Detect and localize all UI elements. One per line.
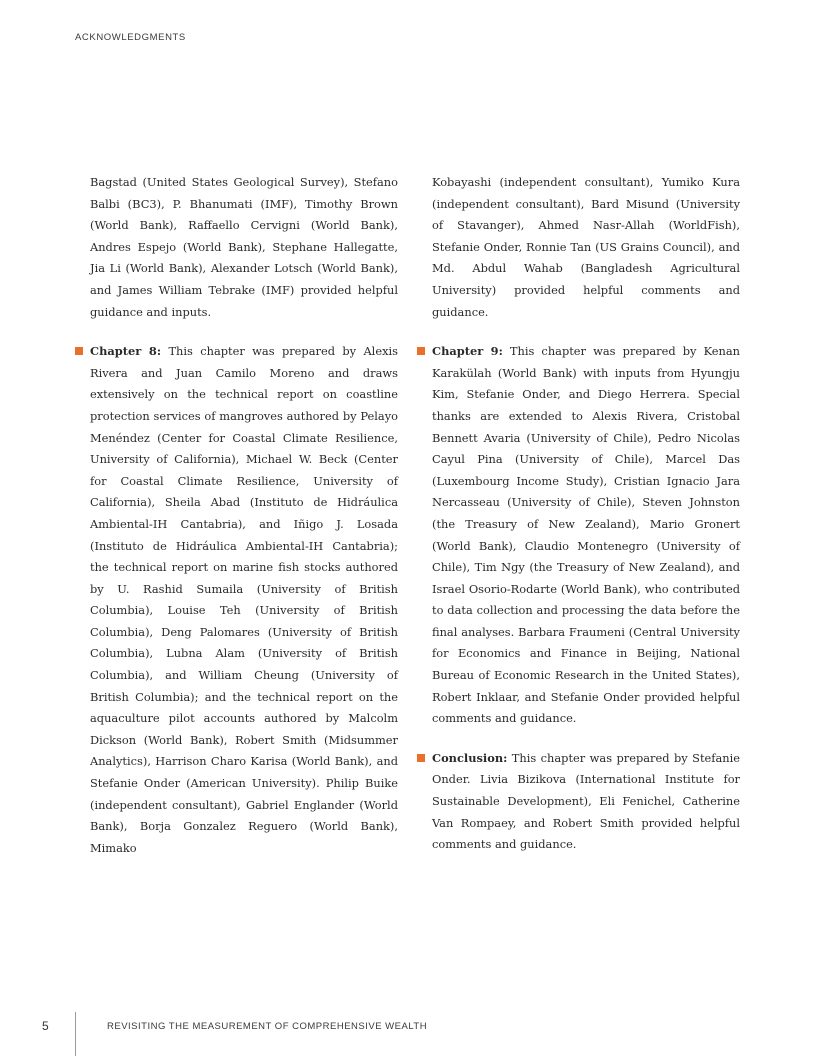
conclusion-label: Conclusion: <box>432 750 508 765</box>
chapter-8-label: Chapter 8: <box>90 344 162 359</box>
footer-book-title: REVISITING THE MEASUREMENT OF COMPREHENSIVE WEALTH <box>107 1021 428 1032</box>
page-number: 5 <box>42 1019 49 1033</box>
conclusion-text: This chapter was prepared by Stefanie Onder. Livia Bizikova (International Institute for Sustainable Development), Eli Fenichel, Catherine Van Rompaey, and Robert Smith provided helpful comments and guidance. <box>432 750 740 852</box>
right-column <box>432 172 740 874</box>
orange-square-bullet-icon <box>75 347 83 355</box>
chapter-8-paragraph <box>90 341 398 859</box>
chapter-8-text: This chapter was prepared by Alexis Rivera and Juan Camilo Moreno and draws extensively on the technical report on coastline protection services of mangroves authored by Pelayo Menéndez (Center for Coastal Climate Resilience, University of California), Michael W. Beck (Center for Coastal Climate Resilience, University of California), Sheila Abad (Instituto de Hidráulica Ambiental-IH Cantabria), and Iñigo J. Losada (Instituto de Hidráulica Ambiental-IH Cantabria); the technical report on marine fish stocks authored by U. Rashid Sumaila (University of British Columbia), Louise Teh (University of British Columbia), Deng Palomares (University of British Columbia), Lubna Alam (University of British Columbia), and William Cheung (University of British Columbia); and the technical report on the aquaculture pilot accounts authored by Malcolm Dickson (World Bank), Robert Smith (Midsummer Analytics), Harrison Charo Karisa (World Bank), and Stefanie Onder (American University). Philip Buike (independent consultant), Gabriel Englander (World Bank), Borja Gonzalez Reguero (World Bank), Mimako <box>90 344 398 855</box>
continued-paragraph-left: Bagstad (United States Geological Survey), Stefano Balbi (BC3), P. Bhanumati (IMF), Timothy Brown (World Bank), Raffaello Cervigni (World Bank), Andres Espejo (World Bank), Stephane Hallegatte, Jia Li (World Bank), Alexander Lotsch (World Bank), and James William Tebrake (IMF) provided helpful guidance and inputs. <box>90 175 398 319</box>
left-column <box>90 172 398 877</box>
continued-paragraph-right: Kobayashi (independent consultant), Yumiko Kura (independent consultant), Bard Misund (University of Stavanger), Ahmed Nasr-Allah (WorldFish), Stefanie Onder, Ronnie Tan (US Grains Council), and Md. Abdul Wahab (Bangladesh Agricultural University) provided helpful comments and guidance. <box>432 175 740 319</box>
running-header: ACKNOWLEDGMENTS <box>75 32 186 43</box>
footer-divider <box>75 1012 76 1056</box>
orange-square-bullet-icon <box>417 347 425 355</box>
chapter-9-text: This chapter was prepared by Kenan Karakülah (World Bank) with inputs from Hyungju Kim, Stefanie Onder, and Diego Herrera. Special thanks are extended to Alexis Rivera, Cristobal Bennett Avaria (University of Chile), Pedro Nicolas Cayul Pina (University of Chile), Marcel Das (Luxembourg Income Study), Cristian Ignacio Jara Nercasseau (University of Chile), Steven Johnston (the Treasury of New Zealand), Mario Gronert (World Bank), Claudio Montenegro (University of Chile), Tim Ngy (the Treasury of New Zealand), and Israel Osorio-Rodarte (World Bank), who contributed to data collection and processing the data before the final analyses. Barbara Fraumeni (Central University for Economics and Finance in Beijing, National Bureau of Economic Research in the United States), Robert Inklaar, and Stefanie Onder provided helpful comments and guidance. <box>432 344 740 726</box>
chapter-9-paragraph <box>432 341 740 730</box>
chapter-9-label: Chapter 9: <box>432 344 503 359</box>
orange-square-bullet-icon <box>417 754 425 762</box>
conclusion-paragraph <box>432 748 740 856</box>
